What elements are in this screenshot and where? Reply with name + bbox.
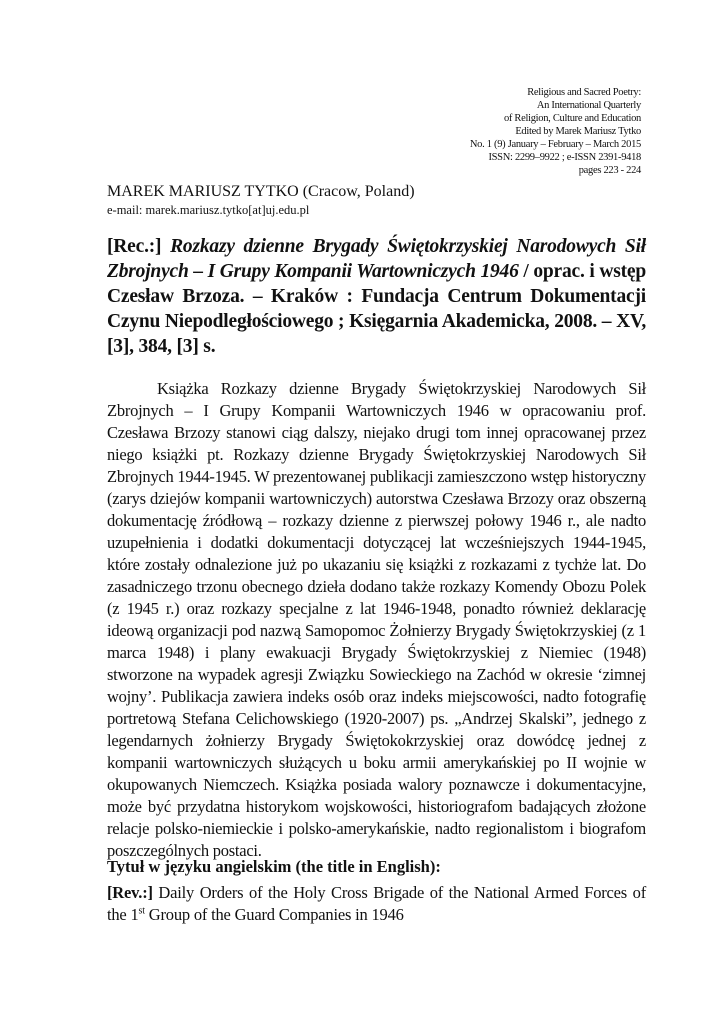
review-body-paragraph: Książka Rozkazy dzienne Brygady Świętokrzyskiej Narodowych Sił Zbrojnych – I Grupy Kompanii Wartowniczych 1946 w opracowaniu prof. Czesława Brzozy stanowi ciąg dalszy, niejako drugi tom innej opracowanej przez niego książki pt. Rozkazy dzienne Brygady Świętokrzyskiej Narodowych Sił Zbrojnych 1944-1945. W prezentowanej publikacji zamieszczono wstęp historyczny (zarys dziejów kompanii wartowniczych) autorstwa Czesława Brzozy oraz obszerną dokumentację źródłową – rozkazy dzienne z pierwszej połowy 1946 r., ale nadto uzupełnienia i dodatki dokumentacji dotyczącej lat wcześniejszych 1944-1945, które zostały odnalezione już po ukazaniu się książki z rozkazami z tychże lat. Do zasadniczego trzonu obecnego dzieła dodano także rozkazy Komendy Obozu Polek (z 1945 r.) oraz rozkazy specjalne z lat 1946-1948, ponadto również deklarację ideową organizacji pod nazwą Samopomoc Żołnierzy Brygady Świętokrzyskiej (z 1 marca 1948) i plany ewakuacji Brygady Świętokrzyskiej z Niemiec (1948) stworzone na wypadek agresji Związku Sowieckiego na Zachód w okresie ‘zimnej wojny’. Publikacja zawiera indeks osób oraz indeks miejscowości, nadto fotografię portretową Stefana Celichowskiego (1920-2007) ps. „Andrzej Skalski”, jednego z legendarnych żołnierzy Brygady Świętokokrzyskiej oraz dowódcę jednej z kompanii wartowniczych służących u boku armii amerykańskiej po II wojnie w okupowanych Niemczech. Książka posiada walory poznawcze i dokumentacyjne, może być przydatna historykom wojskowości, historiografom badających złożone relacje polsko-niemieckie i polsko-amerykańskie, nadto regionalistom i biografom poszczególnych postaci.: [107, 379, 646, 860]
journal-info-line: An International Quarterly: [536, 100, 641, 111]
review-title: [107, 234, 646, 359]
journal-info: [470, 86, 641, 177]
author-email: e-mail: marek.mariusz.tytko[at]uj.edu.pl: [107, 203, 310, 217]
journal-info-line: ISSN: 2299–9922 ; e-ISSN 2391-9418: [488, 152, 641, 163]
english-title-text-part-1: Daily Orders of the Holy Cross Brigade of the National Armed Forces of the 1: [107, 883, 646, 924]
english-title-prefix: [Rev.:]: [107, 883, 153, 902]
journal-info-line: No. 1 (9) January – February – March 2015: [469, 139, 641, 150]
book-bibliographic-details: / oprac. i wstęp Czesław Brzoza. – Kraków : Fundacja Centrum Dokumentacji Czynu Niepodległościowego ; Księgarnia Akademicka, 2008. – XV, [3], 384, [3] s.: [107, 261, 646, 357]
journal-info-line: Edited by Marek Mariusz Tytko: [515, 126, 641, 137]
english-title-text-part-2: Group of the Guard Companies in 1946: [144, 905, 404, 924]
journal-info-line: pages 223 - 224: [578, 165, 641, 176]
english-title-heading: Tytuł w języku angielskim (the title in English):: [107, 857, 441, 876]
ordinal-suffix: st: [138, 905, 145, 917]
english-title: [107, 882, 646, 926]
book-title: Rozkazy dzienne Brygady Świętokrzyskiej Narodowych Sił Zbrojnych – I Grupy Kompanii Wartowniczych 1946: [107, 236, 646, 282]
journal-info-line: Religious and Sacred Poetry:: [527, 87, 641, 98]
author-block: [107, 183, 647, 218]
author-name: MAREK MARIUSZ TYTKO (Cracow, Poland): [107, 183, 415, 200]
journal-info-line: of Religion, Culture and Education: [503, 113, 641, 124]
review-prefix: [Rec.:]: [107, 236, 162, 257]
